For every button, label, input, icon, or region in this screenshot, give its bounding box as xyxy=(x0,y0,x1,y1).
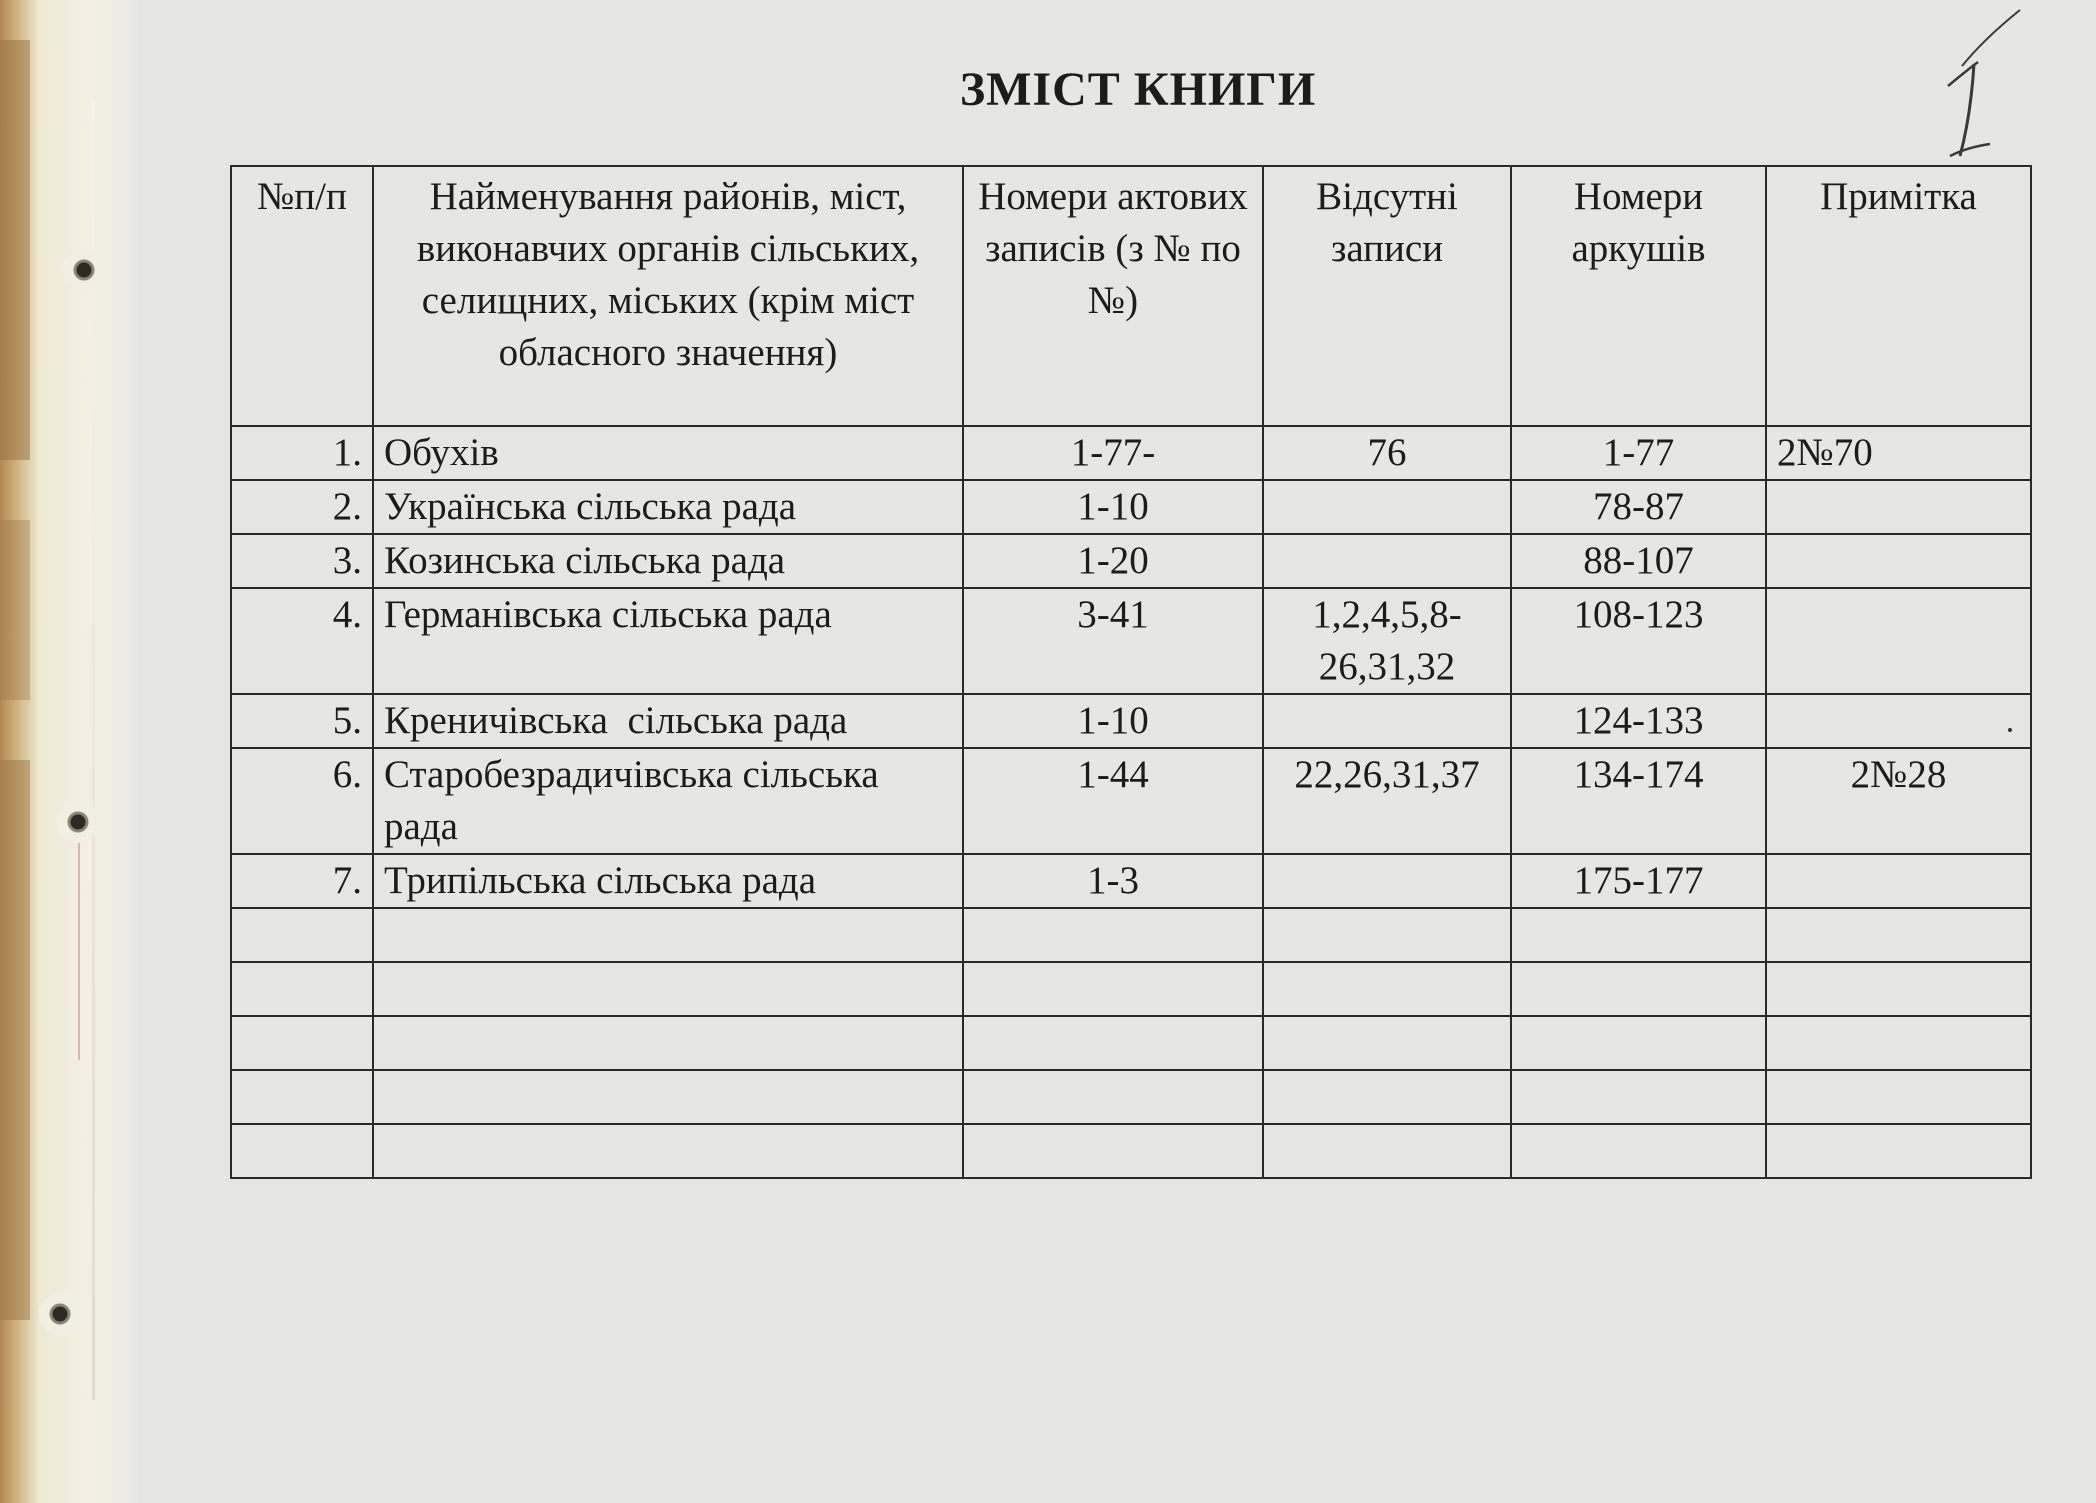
row-number: 3. xyxy=(231,534,373,588)
row-number: 1. xyxy=(231,426,373,480)
row-name: Германівська сільська рада xyxy=(373,588,963,694)
row-sheets: 175-177 xyxy=(1511,854,1766,908)
table-row-empty xyxy=(231,908,2031,962)
row-missing: 1,2,4,5,8-26,31,32 xyxy=(1263,588,1511,694)
row-records: 1-44 xyxy=(963,748,1263,854)
row-note xyxy=(1766,854,2031,908)
row-sheets: 134-174 xyxy=(1511,748,1766,854)
row-sheets: 78-87 xyxy=(1511,480,1766,534)
row-note xyxy=(1766,534,2031,588)
row-records: 1-77- xyxy=(963,426,1263,480)
row-name: Українська сільська рада xyxy=(373,480,963,534)
row-note xyxy=(1766,480,2031,534)
binding-strip xyxy=(0,0,140,1503)
row-missing xyxy=(1263,480,1511,534)
binding-hole xyxy=(62,248,106,292)
header-name: Найменування районів, міст, виконавчих органів сільських, селищних, міських (крім міст обласного значення) xyxy=(373,166,963,426)
table-row xyxy=(231,588,2031,694)
row-records: 3-41 xyxy=(963,588,1263,694)
row-sheets: 1-77 xyxy=(1511,426,1766,480)
row-name: Козинська сільська рада xyxy=(373,534,963,588)
row-missing xyxy=(1263,534,1511,588)
row-number: 6. xyxy=(231,748,373,854)
content-table xyxy=(230,165,2032,1179)
row-note xyxy=(1766,694,2031,748)
header-records: Номери актових записів (з № по №) xyxy=(963,166,1263,426)
table-row xyxy=(231,480,2031,534)
row-sheets: 124-133 xyxy=(1511,694,1766,748)
row-sheets: 108-123 xyxy=(1511,588,1766,694)
ink-speck xyxy=(2008,728,2012,732)
row-missing: 22,26,31,37 xyxy=(1263,748,1511,854)
header-sheets: Номери аркушів xyxy=(1511,166,1766,426)
row-sheets: 88-107 xyxy=(1511,534,1766,588)
row-missing: 76 xyxy=(1263,426,1511,480)
row-note: 2№28 xyxy=(1766,748,2031,854)
table-row-empty xyxy=(231,962,2031,1016)
row-records: 1-20 xyxy=(963,534,1263,588)
row-number: 7. xyxy=(231,854,373,908)
row-number: 2. xyxy=(231,480,373,534)
row-number: 4. xyxy=(231,588,373,694)
row-missing xyxy=(1263,694,1511,748)
row-name: Креничівська сільська рада xyxy=(373,694,963,748)
row-name: Обухів xyxy=(373,426,963,480)
row-name: Трипільська сільська рада xyxy=(373,854,963,908)
table-row-empty xyxy=(231,1124,2031,1178)
table-row xyxy=(231,534,2031,588)
binding-hole xyxy=(38,1292,82,1336)
table-row-empty xyxy=(231,1070,2031,1124)
table-row xyxy=(231,694,2031,748)
table-row-empty xyxy=(231,1016,2031,1070)
row-records: 1-3 xyxy=(963,854,1263,908)
table-row xyxy=(231,854,2031,908)
row-name: Старобезрадичівська сільська рада xyxy=(373,748,963,854)
table-row xyxy=(231,748,2031,854)
row-records: 1-10 xyxy=(963,694,1263,748)
handwritten-mark-icon xyxy=(1920,6,2030,176)
row-missing xyxy=(1263,854,1511,908)
row-note xyxy=(1766,588,2031,694)
table-row xyxy=(231,426,2031,480)
header-note: Примітка xyxy=(1766,166,2031,426)
row-note: 2№70 xyxy=(1766,426,2031,480)
page-title: ЗМІСТ КНИГИ xyxy=(959,63,1317,116)
table-header-row xyxy=(231,166,2031,426)
header-number: №п/п xyxy=(231,166,373,426)
row-number: 5. xyxy=(231,694,373,748)
row-records: 1-10 xyxy=(963,480,1263,534)
header-missing: Відсутні записи xyxy=(1263,166,1511,426)
binding-hole xyxy=(56,800,100,844)
